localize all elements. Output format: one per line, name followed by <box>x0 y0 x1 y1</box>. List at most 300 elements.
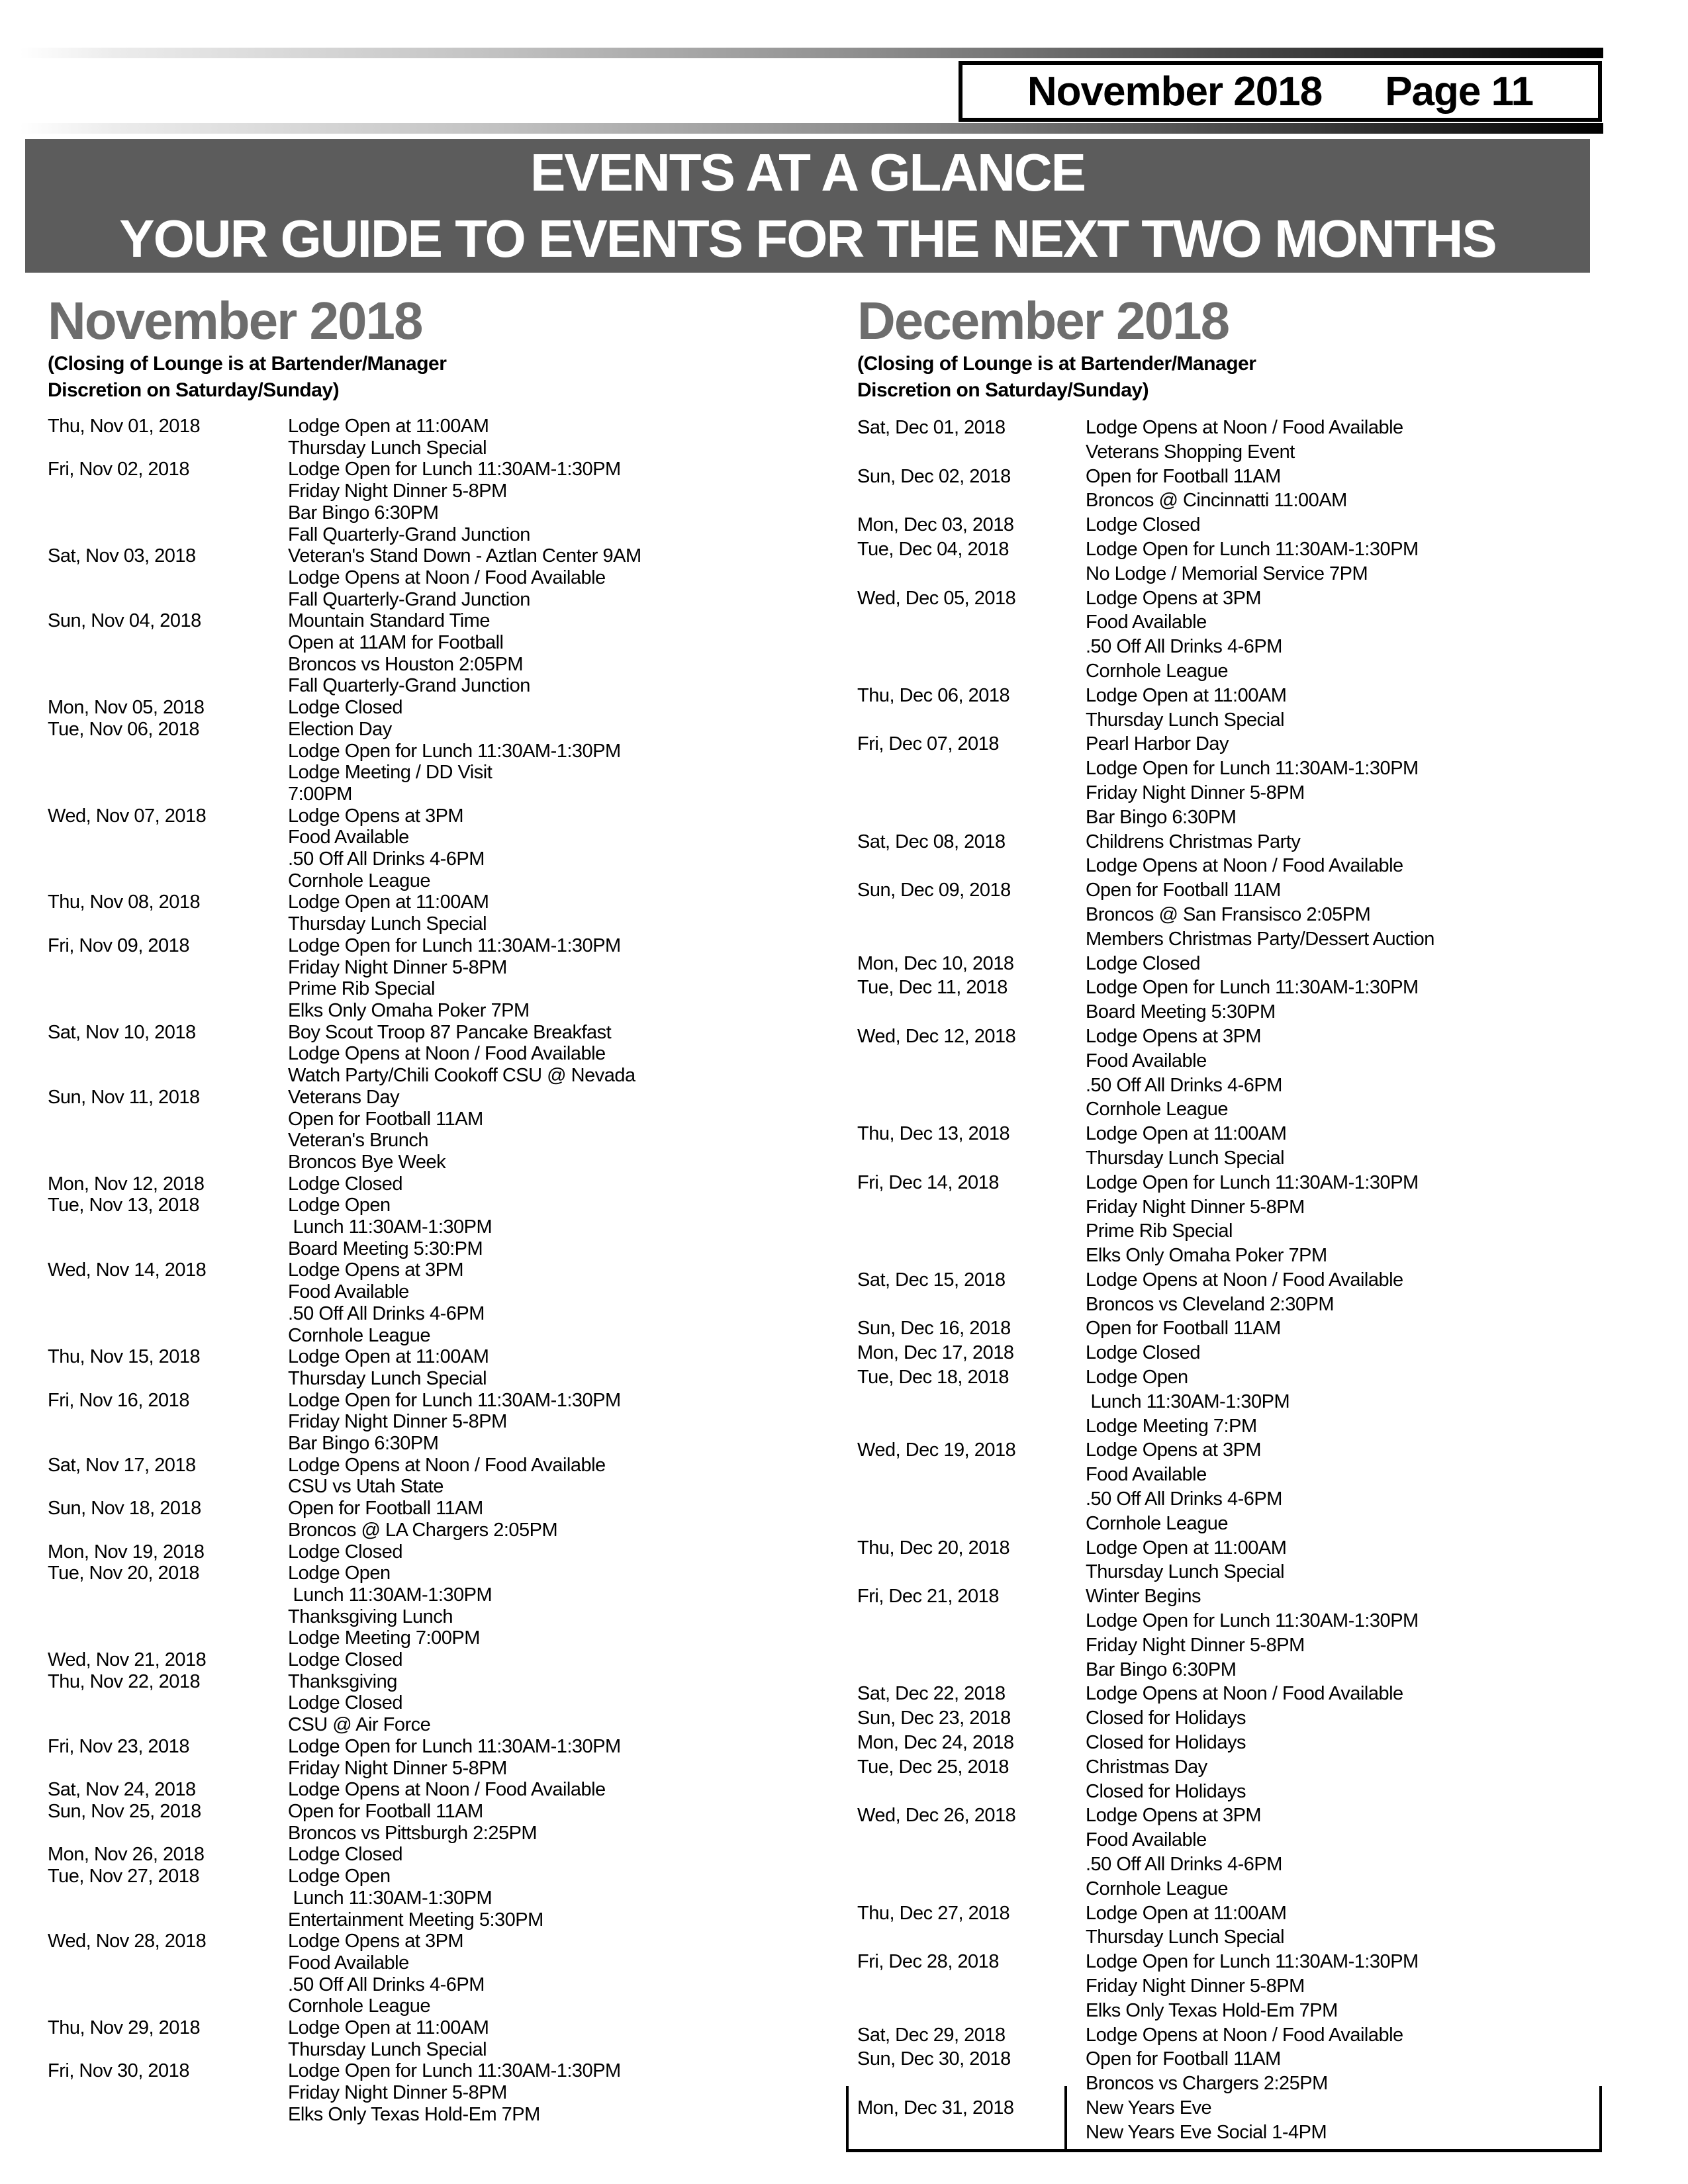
page-number: Page 11 <box>1385 68 1534 114</box>
event-details <box>1086 1536 1615 1585</box>
event-row <box>857 1171 1615 1268</box>
event-detail-line: Bar Bingo 6:30PM <box>288 1433 439 1455</box>
event-date: Wed, Nov 28, 2018 <box>48 1931 207 1952</box>
event-detail-line: Christmas Day <box>1086 1756 1207 1778</box>
event-details <box>288 805 835 892</box>
top-gradient-bar <box>20 48 1603 58</box>
event-detail-line: Lodge Opens at 3PM <box>1086 1439 1262 1461</box>
event-detail-line: .50 Off All Drinks 4-6PM <box>1086 1074 1282 1096</box>
event-detail-line: Thanksgiving Lunch <box>288 1606 453 1627</box>
event-details <box>288 2060 835 2125</box>
event-detail-line: Friday Night Dinner 5-8PM <box>1086 1196 1305 1218</box>
event-detail-line: New Years Eve <box>1086 2097 1212 2118</box>
event-detail-line: Lodge Opens at 3PM <box>288 1931 464 1952</box>
event-date: Tue, Dec 04, 2018 <box>857 538 1009 560</box>
event-detail-line: Lodge Open for Lunch 11:30AM-1:30PM <box>288 934 621 956</box>
event-details <box>1086 2023 1615 2048</box>
event-detail-line: Fall Quarterly-Grand Junction <box>288 588 530 610</box>
event-detail-line: Lodge Open at 11:00AM <box>288 1346 489 1368</box>
event-details <box>1086 537 1615 586</box>
event-detail-line: Lodge Open at 11:00AM <box>1086 1902 1287 1924</box>
event-details <box>288 1022 835 1087</box>
event-detail-line: Winter Begins <box>1086 1586 1201 1608</box>
second-gradient-bar <box>20 123 1603 134</box>
event-detail-line: Lodge Open at 11:00AM <box>1086 1537 1287 1559</box>
event-date: Fri, Dec 14, 2018 <box>857 1171 999 1193</box>
event-detail-line: Lodge Open for Lunch 11:30AM-1:30PM <box>288 2060 621 2082</box>
event-detail-line: Open for Football 11AM <box>1086 880 1281 901</box>
event-detail-line: Lodge Open for Lunch 11:30AM-1:30PM <box>288 740 621 762</box>
event-date: Thu, Nov 01, 2018 <box>48 416 201 437</box>
november-note-line2: Discretion on Saturday/Sunday) <box>48 379 340 401</box>
event-detail-line: Thursday Lunch Special <box>288 437 487 459</box>
event-detail-line: Lodge Open at 11:00AM <box>1086 1123 1287 1145</box>
event-details <box>288 1671 835 1736</box>
event-details <box>1086 1901 1615 1950</box>
event-date: Fri, Nov 23, 2018 <box>48 1735 189 1757</box>
event-details <box>1086 1024 1615 1122</box>
event-detail-line: Food Available <box>1086 612 1207 633</box>
event-detail-line: Friday Night Dinner 5-8PM <box>288 956 507 978</box>
event-detail-line: Lodge Open at 11:00AM <box>1086 684 1287 706</box>
event-detail-line: Pearl Harbor Day <box>1086 733 1229 755</box>
event-detail-line: Lodge Opens at 3PM <box>288 805 464 827</box>
event-row <box>857 2096 1615 2145</box>
event-detail-line: Lodge Meeting / DD Visit <box>288 762 492 784</box>
event-row <box>857 1438 1615 1535</box>
event-details <box>1086 952 1615 976</box>
event-details <box>1086 1122 1615 1171</box>
event-date: Tue, Dec 18, 2018 <box>857 1367 1009 1388</box>
event-detail-line: No Lodge / Memorial Service 7PM <box>1086 563 1368 584</box>
event-details <box>288 1346 835 1389</box>
event-detail-line: Board Meeting 5:30PM <box>1086 1001 1276 1023</box>
event-details <box>288 1801 835 1844</box>
event-row <box>857 1122 1615 1171</box>
event-detail-line: Entertainment Meeting 5:30PM <box>288 1909 543 1931</box>
event-date: Wed, Dec 12, 2018 <box>857 1025 1016 1047</box>
event-date: Sat, Nov 03, 2018 <box>48 545 196 567</box>
event-row <box>48 1195 835 1259</box>
event-detail-line: Cornhole League <box>1086 1099 1229 1120</box>
event-detail-line: Prime Rib Special <box>288 978 435 1000</box>
event-detail-line: Lodge Opens at Noon / Food Available <box>288 567 606 588</box>
event-detail-line: CSU vs Utah State <box>288 1476 444 1498</box>
event-date: Tue, Nov 13, 2018 <box>48 1195 200 1216</box>
event-detail-line: .50 Off All Drinks 4-6PM <box>1086 1488 1282 1510</box>
event-date: Thu, Dec 06, 2018 <box>857 684 1010 706</box>
event-details <box>1086 1438 1615 1535</box>
event-row <box>857 537 1615 586</box>
event-detail-line: Lodge Closed <box>1086 1342 1200 1364</box>
event-details <box>288 697 835 719</box>
event-list <box>857 416 1615 2145</box>
event-date: Fri, Dec 28, 2018 <box>857 1951 999 1973</box>
event-row <box>857 2047 1615 2096</box>
event-details <box>1086 1316 1615 1341</box>
event-row <box>48 459 835 545</box>
event-details <box>1086 465 1615 514</box>
event-detail-line: Broncos vs Houston 2:05PM <box>288 653 524 675</box>
event-detail-line: Food Available <box>288 1281 409 1303</box>
event-detail-line: Friday Night Dinner 5-8PM <box>1086 1634 1305 1656</box>
event-row <box>857 1755 1615 1804</box>
event-date: Thu, Dec 20, 2018 <box>857 1537 1010 1559</box>
event-date: Thu, Nov 15, 2018 <box>48 1346 201 1368</box>
event-detail-line: Broncos Bye Week <box>288 1151 446 1173</box>
event-details <box>1086 1365 1615 1438</box>
event-detail-line: Thursday Lunch Special <box>1086 709 1285 731</box>
event-detail-line: Closed for Holidays <box>1086 1780 1246 1802</box>
event-date: Mon, Nov 05, 2018 <box>48 697 205 719</box>
event-date: Mon, Nov 19, 2018 <box>48 1541 205 1563</box>
event-row <box>857 732 1615 829</box>
event-date: Thu, Nov 22, 2018 <box>48 1670 201 1692</box>
event-date: Wed, Dec 19, 2018 <box>857 1439 1016 1461</box>
event-date: Sat, Dec 22, 2018 <box>857 1683 1006 1705</box>
event-detail-line: Lodge Opens at 3PM <box>1086 1805 1262 1827</box>
event-date: Mon, Dec 03, 2018 <box>857 514 1014 536</box>
event-detail-line: Lodge Opens at 3PM <box>288 1259 464 1281</box>
event-date: Sun, Dec 02, 2018 <box>857 465 1011 487</box>
event-date: Sun, Nov 18, 2018 <box>48 1498 201 1520</box>
event-row <box>48 1455 835 1498</box>
event-detail-line: Lodge Opens at Noon / Food Available <box>288 1043 606 1065</box>
event-detail-line: Childrens Christmas Party <box>1086 831 1301 852</box>
event-date: Fri, Nov 30, 2018 <box>48 2060 189 2082</box>
event-detail-line: Board Meeting 5:30:PM <box>288 1238 483 1259</box>
page-header-box <box>959 61 1602 122</box>
december-column <box>857 291 1615 2145</box>
event-detail-line: Lodge Closed <box>288 1541 402 1563</box>
event-row <box>48 1173 835 1195</box>
event-detail-line: Open for Football 11AM <box>288 1801 483 1822</box>
event-row <box>48 1931 835 2017</box>
event-detail-line: .50 Off All Drinks 4-6PM <box>288 848 485 870</box>
event-details <box>1086 878 1615 951</box>
event-detail-line: Friday Night Dinner 5-8PM <box>288 2082 507 2104</box>
event-date: Sun, Dec 23, 2018 <box>857 1707 1011 1729</box>
event-detail-line: Broncos vs Chargers 2:25PM <box>1086 2073 1328 2095</box>
event-row <box>48 545 835 610</box>
event-detail-line: Open for Football 11AM <box>1086 2048 1281 2070</box>
event-detail-line: Lodge Open <box>288 1195 391 1216</box>
event-details <box>1086 513 1615 537</box>
event-detail-line: Watch Party/Chili Cookoff CSU @ Nevada <box>288 1065 635 1087</box>
event-row <box>857 416 1615 465</box>
event-details <box>288 1259 835 1346</box>
december-note-line1: (Closing of Lounge is at Bartender/Manager <box>857 353 1256 375</box>
event-detail-line: Lodge Opens at 3PM <box>1086 1025 1262 1047</box>
event-row <box>857 1316 1615 1341</box>
event-detail-line: Fall Quarterly-Grand Junction <box>288 523 530 545</box>
event-details <box>288 1844 835 1866</box>
event-detail-line: Friday Night Dinner 5-8PM <box>288 1757 507 1779</box>
event-detail-line: Lodge Opens at Noon / Food Available <box>1086 1683 1403 1705</box>
event-row <box>48 1022 835 1087</box>
event-details <box>1086 586 1615 684</box>
event-detail-line: Lodge Open for Lunch 11:30AM-1:30PM <box>288 1389 621 1411</box>
event-detail-line: CSU @ Air Force <box>288 1714 431 1736</box>
event-details <box>1086 732 1615 829</box>
event-date: Wed, Nov 14, 2018 <box>48 1259 207 1281</box>
issue-title: November 2018 <box>1027 68 1323 114</box>
event-detail-line: Friday Night Dinner 5-8PM <box>1086 1976 1305 1997</box>
event-detail-line: Veterans Shopping Event <box>1086 441 1295 463</box>
event-detail-line: Thanksgiving <box>288 1670 397 1692</box>
event-row <box>48 719 835 805</box>
event-detail-line: Open for Football 11AM <box>288 1108 483 1130</box>
event-detail-line: Lodge Open for Lunch 11:30AM-1:30PM <box>1086 1171 1419 1193</box>
event-detail-line: Lodge Open <box>288 1866 391 1888</box>
event-row <box>48 1801 835 1844</box>
event-detail-line: Broncos vs Pittsburgh 2:25PM <box>288 1822 538 1844</box>
event-row <box>48 1649 835 1671</box>
event-details <box>1086 1584 1615 1682</box>
event-date: Fri, Nov 16, 2018 <box>48 1389 189 1411</box>
event-detail-line: Broncos @ LA Chargers 2:05PM <box>288 1519 558 1541</box>
event-detail-line: Cornhole League <box>288 1324 431 1346</box>
event-date: Sun, Dec 30, 2018 <box>857 2048 1011 2070</box>
event-row <box>857 1706 1615 1731</box>
event-row <box>48 1844 835 1866</box>
event-detail-line: Lodge Open at 11:00AM <box>288 891 489 913</box>
event-detail-line: New Years Eve Social 1-4PM <box>1086 2121 1327 2143</box>
event-details <box>1086 1341 1615 1365</box>
event-detail-line: Friday Night Dinner 5-8PM <box>288 1411 507 1433</box>
december-note-line2: Discretion on Saturday/Sunday) <box>857 379 1149 401</box>
event-date: Sat, Nov 17, 2018 <box>48 1454 196 1476</box>
event-row <box>857 1901 1615 1950</box>
event-row <box>48 805 835 892</box>
event-detail-line: Mountain Standard Time <box>288 610 490 632</box>
event-detail-line: Food Available <box>288 1952 409 1974</box>
event-date: Mon, Nov 12, 2018 <box>48 1173 205 1195</box>
event-row <box>857 1584 1615 1682</box>
event-row <box>857 513 1615 537</box>
event-detail-line: Food Available <box>1086 1464 1207 1486</box>
event-details <box>1086 1706 1615 1731</box>
event-details <box>288 545 835 610</box>
december-heading: December 2018 <box>857 291 1229 350</box>
event-detail-line: Thursday Lunch Special <box>288 913 487 935</box>
event-details <box>288 610 835 697</box>
event-details <box>1086 1950 1615 2023</box>
event-row <box>857 465 1615 514</box>
event-details <box>288 416 835 459</box>
event-list <box>48 416 835 2126</box>
event-row <box>48 1866 835 1931</box>
event-date: Mon, Dec 10, 2018 <box>857 952 1014 974</box>
event-detail-line: Cornhole League <box>288 1995 431 2017</box>
event-details <box>288 1498 835 1541</box>
event-detail-line: Lodge Opens at Noon / Food Available <box>1086 417 1403 438</box>
event-details <box>1086 684 1615 733</box>
event-details <box>288 1455 835 1498</box>
event-row <box>857 1024 1615 1122</box>
event-date: Sat, Dec 08, 2018 <box>857 831 1006 852</box>
november-note-line1: (Closing of Lounge is at Bartender/Manager <box>48 353 447 375</box>
event-row <box>48 1259 835 1346</box>
event-details <box>1086 1731 1615 1755</box>
event-date: Sun, Nov 11, 2018 <box>48 1086 200 1108</box>
event-details <box>288 1931 835 2017</box>
event-detail-line: Broncos vs Cleveland 2:30PM <box>1086 1293 1334 1315</box>
event-row <box>857 976 1615 1024</box>
event-detail-line: Cornhole League <box>1086 660 1229 682</box>
event-details <box>1086 1755 1615 1804</box>
event-row <box>857 1803 1615 1901</box>
event-details <box>288 1390 835 1455</box>
event-row <box>857 1536 1615 1585</box>
event-detail-line: Cornhole League <box>1086 1878 1229 1899</box>
event-detail-line: Lodge Closed <box>288 1692 402 1714</box>
event-row <box>48 2060 835 2125</box>
event-row <box>48 1563 835 1649</box>
event-details <box>288 1087 835 1173</box>
event-details <box>288 1736 835 1779</box>
event-row <box>857 1365 1615 1438</box>
event-detail-line: Friday Night Dinner 5-8PM <box>288 480 507 502</box>
event-details <box>288 1195 835 1259</box>
event-detail-line: Elks Only Texas Hold-Em 7PM <box>1086 1999 1338 2021</box>
event-date: Tue, Nov 27, 2018 <box>48 1866 200 1888</box>
event-detail-line: Friday Night Dinner 5-8PM <box>1086 782 1305 803</box>
event-date: Thu, Dec 13, 2018 <box>857 1123 1010 1145</box>
event-row <box>48 1498 835 1541</box>
event-detail-line: Food Available <box>1086 1050 1207 1071</box>
event-detail-line: Prime Rib Special <box>1086 1220 1233 1242</box>
event-detail-line: Lodge Open at 11:00AM <box>288 416 489 437</box>
event-date: Sun, Nov 25, 2018 <box>48 1801 201 1822</box>
event-detail-line: Cornhole League <box>1086 1512 1229 1534</box>
event-row <box>48 416 835 459</box>
event-detail-line: Lodge Opens at Noon / Food Available <box>288 1779 606 1801</box>
event-date: Tue, Nov 20, 2018 <box>48 1563 200 1584</box>
event-detail-line: Lodge Opens at Noon / Food Available <box>1086 2024 1403 2046</box>
event-date: Mon, Dec 17, 2018 <box>857 1342 1014 1364</box>
event-detail-line: Lodge Open at 11:00AM <box>288 2017 489 2039</box>
event-details <box>288 1779 835 1801</box>
event-details <box>288 1173 835 1195</box>
event-details <box>1086 1803 1615 1901</box>
event-detail-line: Open for Football 11AM <box>1086 1318 1281 1340</box>
event-row <box>48 1541 835 1563</box>
event-detail-line: Thursday Lunch Special <box>288 1367 487 1389</box>
november-column <box>48 291 835 2126</box>
event-detail-line: Lodge Opens at Noon / Food Available <box>1086 855 1403 877</box>
event-date: Fri, Nov 09, 2018 <box>48 934 189 956</box>
event-detail-line: Thursday Lunch Special <box>1086 1927 1285 1948</box>
event-date: Sat, Dec 15, 2018 <box>857 1269 1006 1291</box>
event-date: Thu, Nov 29, 2018 <box>48 2017 201 2039</box>
event-detail-line: Bar Bingo 6:30PM <box>1086 806 1237 828</box>
event-row <box>857 830 1615 879</box>
event-detail-line: Thursday Lunch Special <box>1086 1147 1285 1169</box>
event-detail-line: Lodge Closed <box>288 1173 402 1195</box>
event-detail-line: Lodge Meeting 7:00PM <box>288 1627 480 1649</box>
event-detail-line: .50 Off All Drinks 4-6PM <box>288 1974 485 1995</box>
banner-subtitle: YOUR GUIDE TO EVENTS FOR THE NEXT TWO MONTHS <box>119 209 1496 268</box>
event-detail-line: Food Available <box>288 827 409 848</box>
event-date: Wed, Dec 26, 2018 <box>857 1805 1016 1827</box>
event-detail-line: .50 Off All Drinks 4-6PM <box>288 1302 485 1324</box>
event-row <box>857 952 1615 976</box>
event-details <box>288 1866 835 1931</box>
event-date: Mon, Dec 31, 2018 <box>857 2097 1014 2118</box>
event-detail-line: Lodge Meeting 7:PM <box>1086 1415 1257 1437</box>
event-row <box>48 1736 835 1779</box>
event-detail-line: Lodge Opens at Noon / Food Available <box>1086 1269 1403 1291</box>
event-detail-line: Election Day <box>288 718 392 740</box>
event-detail-line: Lodge Closed <box>288 1649 402 1671</box>
events-banner <box>25 139 1590 273</box>
event-row <box>48 697 835 719</box>
event-detail-line: Lodge Open for Lunch 11:30AM-1:30PM <box>1086 538 1419 560</box>
event-detail-line: Open for Football 11AM <box>1086 465 1281 487</box>
event-detail-line: Lunch 11:30AM-1:30PM <box>288 1887 492 1909</box>
event-details <box>1086 976 1615 1024</box>
event-detail-line: .50 Off All Drinks 4-6PM <box>1086 636 1282 658</box>
event-detail-line: Lunch 11:30AM-1:30PM <box>288 1584 492 1606</box>
event-detail-line: Lodge Open for Lunch 11:30AM-1:30PM <box>1086 758 1419 780</box>
event-detail-line: 7:00PM <box>288 783 352 805</box>
event-detail-line: Lodge Closed <box>288 1844 402 1866</box>
event-detail-line: Closed for Holidays <box>1086 1732 1246 1754</box>
event-row <box>857 878 1615 951</box>
event-detail-line: Elks Only Texas Hold-Em 7PM <box>288 2103 540 2125</box>
event-detail-line: Lodge Closed <box>288 697 402 719</box>
event-detail-line: Lodge Opens at 3PM <box>1086 587 1262 609</box>
event-details <box>1086 1268 1615 1317</box>
event-date: Thu, Nov 08, 2018 <box>48 891 201 913</box>
event-date: Thu, Dec 27, 2018 <box>857 1902 1010 1924</box>
event-details <box>1086 416 1615 465</box>
event-details <box>288 935 835 1022</box>
event-detail-line: Lodge Open for Lunch 11:30AM-1:30PM <box>1086 1951 1419 1973</box>
event-detail-line: Bar Bingo 6:30PM <box>288 502 439 523</box>
event-detail-line: Lodge Closed <box>1086 952 1200 974</box>
event-details <box>288 719 835 805</box>
event-detail-line: Members Christmas Party/Dessert Auction <box>1086 928 1434 950</box>
event-detail-line: Lodge Closed <box>1086 514 1200 536</box>
event-detail-line: Cornhole League <box>288 870 431 891</box>
event-details <box>1086 2047 1615 2096</box>
event-detail-line: Elks Only Omaha Poker 7PM <box>1086 1245 1327 1267</box>
event-detail-line: Open for Football 11AM <box>288 1498 483 1520</box>
event-detail-line: Lodge Open for Lunch 11:30AM-1:30PM <box>1086 977 1419 999</box>
event-detail-line: Lunch 11:30AM-1:30PM <box>1086 1390 1290 1412</box>
event-detail-line: Open at 11AM for Football <box>288 632 504 654</box>
event-row <box>48 1087 835 1173</box>
event-row <box>857 684 1615 733</box>
event-date: Sat, Dec 29, 2018 <box>857 2024 1006 2046</box>
event-detail-line: Lodge Opens at Noon / Food Available <box>288 1454 606 1476</box>
event-row <box>48 1346 835 1389</box>
event-date: Fri, Dec 21, 2018 <box>857 1586 999 1608</box>
event-details <box>1086 830 1615 879</box>
event-row <box>48 610 835 697</box>
november-heading: November 2018 <box>48 291 422 350</box>
event-detail-line: Lodge Open <box>288 1563 391 1584</box>
event-date: Sun, Dec 16, 2018 <box>857 1318 1011 1340</box>
event-detail-line: .50 Off All Drinks 4-6PM <box>1086 1854 1282 1876</box>
event-row <box>48 1779 835 1801</box>
event-date: Mon, Dec 24, 2018 <box>857 1732 1014 1754</box>
event-detail-line: Lodge Open <box>1086 1367 1188 1388</box>
event-date: Sat, Nov 24, 2018 <box>48 1779 196 1801</box>
event-date: Sun, Dec 09, 2018 <box>857 880 1011 901</box>
